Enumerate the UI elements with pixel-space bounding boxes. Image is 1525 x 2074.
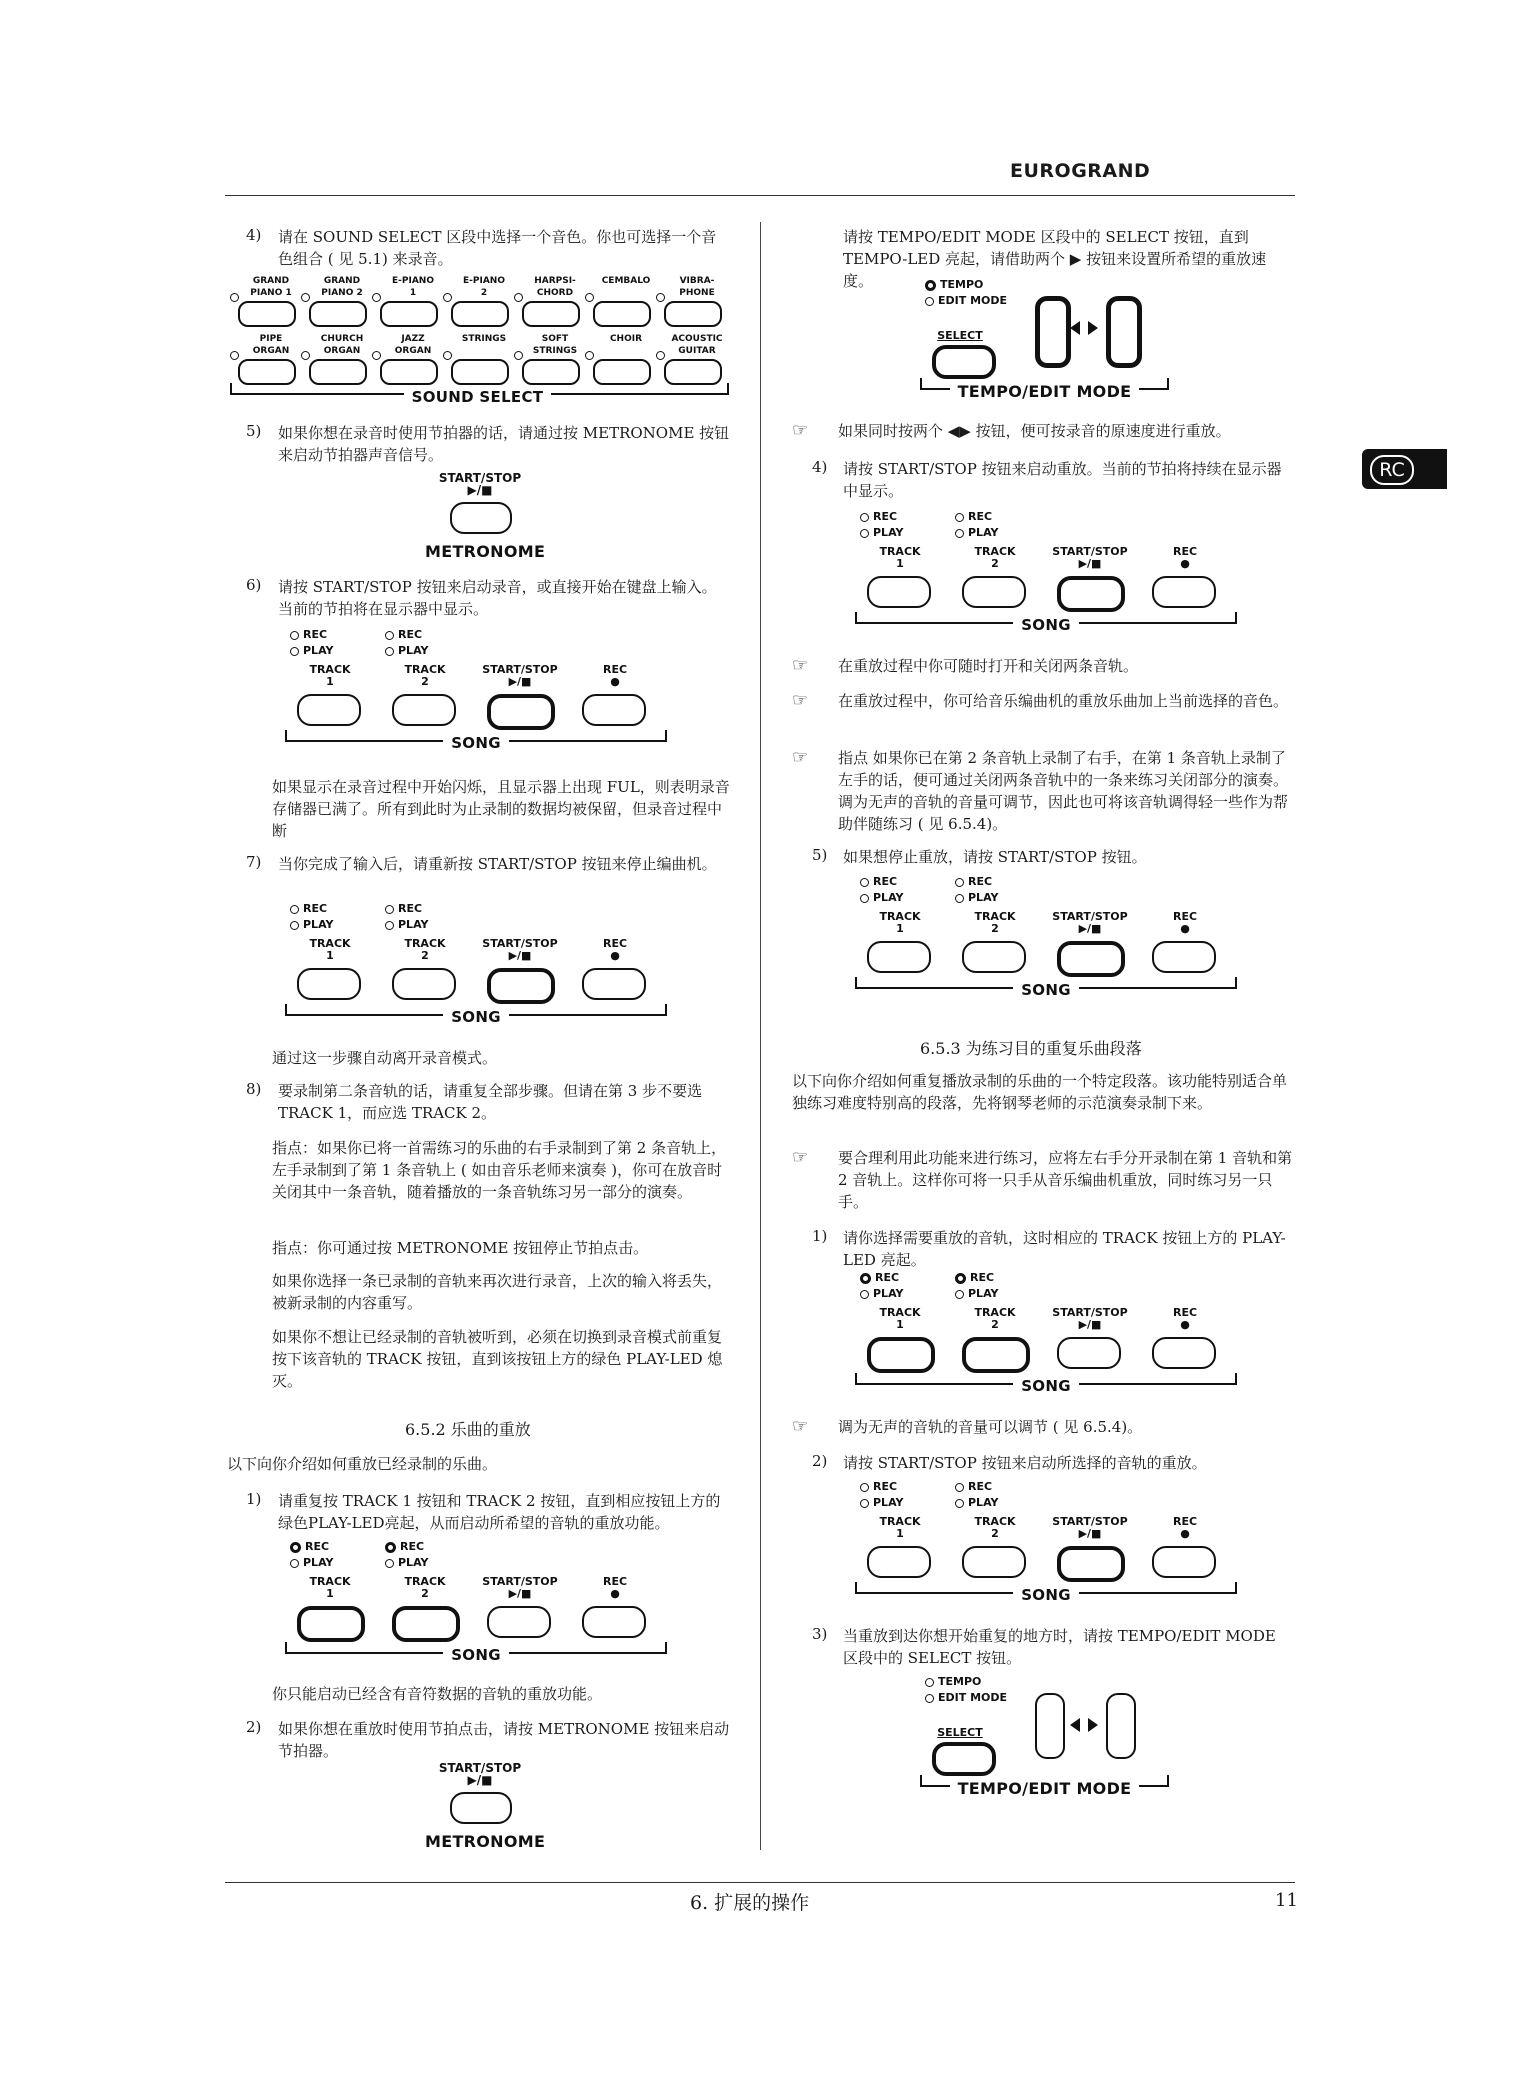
play-led-row (955, 891, 999, 904)
step-number: 5) (246, 422, 262, 440)
song-button-label: REC ● (1172, 1515, 1198, 1540)
rec-button[interactable] (582, 694, 646, 726)
arrow-left-icon (1070, 321, 1080, 335)
play-led-row (290, 644, 334, 657)
rec-led-row (955, 1480, 992, 1493)
tempo-led-row (925, 1675, 981, 1688)
play-led-label: PLAY (968, 1496, 999, 1509)
panel-title: TEMPO/EDIT MODE (950, 382, 1140, 401)
metronome-startstop-label: START/STOP (438, 1761, 522, 1775)
song-button-label: TRACK 1 (879, 545, 921, 570)
rec-led-label: REC (970, 1271, 995, 1284)
sound-select-item (301, 333, 371, 383)
play-led-row (385, 918, 429, 931)
sound-select-label: SOFT STRINGS (532, 334, 578, 356)
hand-pointer-icon: ☞ (792, 690, 809, 711)
tempo-led-label: TEMPO (940, 278, 984, 291)
play-led-label: PLAY (398, 644, 429, 657)
step-text: 请按 START/STOP 按钮来启动重放。当前的节拍将持续在显示器中显示。 (843, 460, 1282, 500)
sound-select-button[interactable] (664, 301, 722, 327)
edit-led-row (925, 294, 1007, 307)
step-text: 当你完成了输入后，请重新按 START/STOP 按钮来停止编曲机。 (278, 855, 717, 873)
rec-led-label: REC (305, 1540, 330, 1553)
sound-select-button[interactable] (309, 359, 367, 385)
track-2-button[interactable] (962, 576, 1026, 608)
tempo-down-button[interactable] (1035, 296, 1071, 368)
edit-led-row (925, 1691, 1007, 1704)
step-text: 请按 START/STOP 按钮来启动所选择的音轨的重放。 (843, 1454, 1207, 1472)
song-button-label: REC ● (602, 663, 628, 688)
song-panel (285, 1540, 670, 1665)
panel-title: SONG (1013, 1377, 1079, 1395)
play-led-row (385, 644, 429, 657)
song-panel (855, 510, 1240, 635)
song-button-label: TRACK 2 (404, 663, 446, 688)
tempo-down-button[interactable] (1035, 1693, 1065, 1759)
play-led-row (955, 526, 999, 539)
track-1-button[interactable] (297, 968, 361, 1000)
track-1-button[interactable] (297, 694, 361, 726)
step-text: 请按 TEMPO/EDIT MODE 区段中的 SELECT 按钮，直到 TEMPO-LED 亮起，请借助两个 ▶ 按钮来设置所希望的重放速度。 (843, 228, 1267, 290)
step-text: 请在 SOUND SELECT 区段中选择一个音色。你也可选择一个音色组合 ( 见 5.1) 来录音。 (278, 228, 717, 268)
rec-button[interactable] (1152, 1546, 1216, 1578)
song-button-label: REC ● (1172, 910, 1198, 935)
sound-select-button[interactable] (522, 301, 580, 327)
sound-select-item (230, 275, 300, 325)
rec-led-label: REC (303, 628, 328, 641)
rec-led-row (860, 510, 897, 523)
song-button-label: TRACK 2 (974, 545, 1016, 570)
song-button-label: TRACK 1 (309, 663, 351, 688)
hint-text: 如果同时按两个 ◀▶ 按钮，便可按录音的原速度进行重放。 (838, 422, 1231, 440)
arrow-right-icon (1088, 321, 1098, 335)
step-number: 2) (246, 1718, 262, 1736)
step-number: 1) (812, 1227, 828, 1245)
track-2-button[interactable] (392, 694, 456, 726)
page-number: 11 (1275, 1890, 1298, 1911)
track-1-button[interactable] (867, 1337, 935, 1373)
track-2-button[interactable] (392, 1606, 460, 1642)
sound-select-item (301, 275, 371, 325)
note-text: 你只能启动已经含有音符数据的音轨的重放功能。 (272, 1685, 603, 1703)
rec-led-row (955, 875, 992, 888)
song-button-label: TRACK 1 (879, 1306, 921, 1331)
note-text: 如果显示在录音过程中开始闪烁，且显示器上出现 FUL，则表明录音存储器已满了。所有到此时为止录制的数据均被保留，但录音过程中断 (272, 778, 730, 840)
panel-title: SONG (443, 1008, 509, 1026)
play-led-row (955, 1496, 999, 1509)
song-button-label: START/STOP ▶/■ (1052, 1515, 1128, 1540)
song-button-label: TRACK 2 (974, 910, 1016, 935)
play-led-label: PLAY (873, 526, 904, 539)
hint-text: 指点 如果你已在第 2 条音轨上录制了右手，在第 1 条音轨上录制了左手的话，便可通过关闭两条音轨中的一条来练习关闭部分的演奏。调为无声的音轨的音量可调节，因此也可将该音轨调得轻一些作为帮助伴随练习 ( 见 6.5.4)。 (838, 749, 1289, 833)
song-button-label: START/STOP ▶/■ (482, 1575, 558, 1600)
play-led-label: PLAY (968, 526, 999, 539)
play-led-row (290, 918, 334, 931)
step-number: 3) (812, 1625, 828, 1643)
start-stop-button[interactable] (1057, 1337, 1121, 1369)
song-button-label: TRACK 2 (404, 937, 446, 962)
rec-led-row (955, 1271, 994, 1284)
play-led-label: PLAY (873, 1496, 904, 1509)
hand-pointer-icon: ☞ (792, 1416, 809, 1437)
sound-select-label: VIBRA- PHONE (679, 276, 715, 298)
language-tab-label: RC (1370, 455, 1414, 485)
hand-pointer-icon: ☞ (792, 747, 809, 768)
panel-title: SONG (443, 734, 509, 752)
rec-button[interactable] (582, 1606, 646, 1638)
sound-select-panel (225, 275, 730, 405)
sound-select-item (443, 275, 513, 325)
panel-title: SONG (1013, 1586, 1079, 1604)
tempo-up-button[interactable] (1106, 296, 1142, 368)
step-number: 7) (246, 853, 262, 871)
song-button-label: TRACK 2 (974, 1306, 1016, 1331)
song-button-label: TRACK 1 (309, 937, 351, 962)
header-rule (225, 195, 1295, 196)
step-text: 请按 START/STOP 按钮来启动录音，或直接开始在键盘上输入。当前的节拍将在显示器中显示。 (278, 578, 717, 618)
metronome-startstop-label: START/STOP (438, 471, 522, 485)
sound-select-label: GRAND PIANO 2 (321, 276, 363, 298)
sound-select-item (372, 275, 442, 325)
song-button-label: START/STOP ▶/■ (1052, 910, 1128, 935)
sound-select-item (230, 333, 300, 383)
sound-select-label: CEMBALO (601, 276, 651, 286)
panel-title: METRONOME (425, 542, 546, 561)
play-led-label: PLAY (398, 918, 429, 931)
panel-title: SOUND SELECT (404, 388, 552, 406)
rec-led-label: REC (303, 902, 328, 915)
step-text: 请你选择需要重放的音轨，这时相应的 TRACK 按钮上方的 PLAY-LED 亮起。 (843, 1229, 1286, 1269)
song-button-label: TRACK 1 (309, 1575, 351, 1600)
rec-led-label: REC (400, 1540, 425, 1553)
hint-text: 在重放过程中，你可给音乐编曲机的重放乐曲加上当前选择的音色。 (838, 692, 1289, 710)
song-button-label: TRACK 1 (879, 1515, 921, 1540)
edit-led-label: EDIT MODE (938, 1691, 1008, 1704)
song-button-label: START/STOP ▶/■ (1052, 545, 1128, 570)
rec-led-row (955, 510, 992, 523)
rec-led-label: REC (968, 510, 993, 523)
track-2-button[interactable] (962, 1337, 1030, 1373)
sound-select-item (372, 333, 442, 383)
play-led-label: PLAY (968, 1287, 999, 1300)
play-led-row (955, 1287, 999, 1300)
song-panel (855, 875, 1240, 1000)
note-text: 通过这一步骤自动离开录音模式。 (272, 1049, 498, 1067)
note-text: 如果你不想让已经录制的音轨被听到，必须在切换到录音模式前重复按下该音轨的 TRACK 按钮，直到该按钮上方的绿色 PLAY-LED 熄灭。 (272, 1328, 723, 1390)
sound-select-item (656, 275, 726, 325)
step-text: 如果想停止重放，请按 START/STOP 按钮。 (843, 848, 1147, 866)
step-text: 当重放到达你想开始重复的地方时，请按 TEMPO/EDIT MODE 区段中的 SELECT 按钮。 (843, 1627, 1276, 1667)
sound-select-item (585, 275, 655, 325)
rec-led-label: REC (873, 1480, 898, 1493)
sound-select-button[interactable] (380, 359, 438, 385)
panel-title: SONG (1013, 981, 1079, 999)
step-number: 5) (812, 846, 828, 864)
step-text: 如果你想在录音时使用节拍器的话，请通过按 METRONOME 按钮来启动节拍器声音信号。 (278, 424, 730, 464)
rec-led-label: REC (398, 902, 423, 915)
step-text: 要录制第二条音轨的话，请重复全部步骤。但请在第 3 步不要选 TRACK 1，而应选 TRACK 2。 (278, 1082, 703, 1122)
sound-select-button[interactable] (309, 301, 367, 327)
rec-led-row (290, 628, 327, 641)
sound-select-label: GRAND PIANO 1 (250, 276, 292, 298)
hand-pointer-icon: ☞ (792, 420, 809, 441)
tempo-led-label: TEMPO (938, 1675, 982, 1688)
sound-select-label: HARPSI- CHORD (534, 276, 576, 298)
sound-select-label: CHURCH ORGAN (320, 334, 364, 356)
sound-select-label: E-PIANO 2 (463, 276, 505, 298)
step-number: 8) (246, 1080, 262, 1098)
rec-led-row (860, 1480, 897, 1493)
brand-logo: EUROGRAND (1010, 160, 1151, 182)
note-text: 如果你选择一条已录制的音轨来再次进行录音，上次的输入将丢失，被新录制的内容重写。 (272, 1272, 723, 1312)
sound-select-button[interactable] (451, 359, 509, 385)
rec-led-label: REC (873, 875, 898, 888)
play-led-row (385, 1556, 429, 1569)
sound-select-button[interactable] (238, 301, 296, 327)
song-panel (855, 1271, 1240, 1396)
language-tab (1362, 449, 1447, 489)
section-heading: 6.5.3 为练习目的重复乐曲段落 (920, 1039, 1142, 1058)
start-stop-button[interactable] (1057, 941, 1125, 977)
song-button-label: REC ● (1172, 1306, 1198, 1331)
hint-text: 在重放过程中你可随时打开和关闭两条音轨。 (838, 657, 1139, 675)
step-text: 如果你想在重放时使用节拍点击，请按 METRONOME 按钮来启动节拍器。 (278, 1720, 730, 1760)
edit-led-label: EDIT MODE (938, 294, 1008, 307)
rec-led-row (385, 628, 422, 641)
sound-select-item (514, 275, 584, 325)
select-button[interactable] (932, 1742, 996, 1776)
sound-select-label: JAZZ ORGAN (394, 334, 432, 356)
section-intro: 以下向你介绍如何重放已经录制的乐曲。 (227, 1455, 498, 1473)
play-led-label: PLAY (303, 644, 334, 657)
sound-select-item (656, 333, 726, 383)
song-button-label: TRACK 2 (404, 1575, 446, 1600)
step-text: 请重复按 TRACK 1 按钮和 TRACK 2 按钮，直到相应按钮上方的绿色PLAY-LED亮起，从而启动所希望的音轨的重放功能。 (278, 1492, 721, 1532)
song-panel (285, 902, 670, 1027)
play-led-label: PLAY (303, 1556, 334, 1569)
sound-select-label: STRINGS (461, 334, 507, 344)
rec-button[interactable] (1152, 576, 1216, 608)
play-led-label: PLAY (303, 918, 334, 931)
arrow-left-icon (1070, 1718, 1080, 1732)
sound-select-button[interactable] (593, 301, 651, 327)
rec-led-row (290, 902, 327, 915)
sound-select-button[interactable] (522, 359, 580, 385)
panel-title: SONG (1013, 616, 1079, 634)
sound-select-label: ACOUSTIC GUITAR (671, 334, 723, 356)
tempo-edit-panel (920, 278, 1170, 408)
hint-text: 要合理利用此功能来进行练习，应将左右手分开录制在第 1 音轨和第 2 音轨上。这样你可将一只手从音乐编曲机重放，同时练习另一只手。 (838, 1149, 1293, 1211)
rec-led-label: REC (875, 1271, 900, 1284)
select-label: SELECT (937, 329, 983, 342)
tempo-up-button[interactable] (1106, 1693, 1136, 1759)
rec-led-row (290, 1540, 329, 1553)
select-button[interactable] (932, 345, 996, 379)
panel-title: METRONOME (425, 1832, 546, 1851)
hand-pointer-icon: ☞ (792, 1147, 809, 1168)
rec-led-label: REC (968, 875, 993, 888)
hint-text: 指点：如果你已将一首需练习的乐曲的右手录制到了第 2 条音轨上，左手录制到了第 1 条音轨上 ( 如由音乐老师来演奏 )，你可在放音时关闭其中一条音轨，随着播放的一条音轨练习另一部分的演奏。 (272, 1139, 727, 1201)
song-button-label: REC ● (1172, 545, 1198, 570)
section-heading: 6.5.2 乐曲的重放 (405, 1420, 531, 1439)
song-button-label: START/STOP ▶/■ (482, 937, 558, 962)
sound-select-button[interactable] (238, 359, 296, 385)
rec-button[interactable] (1152, 941, 1216, 973)
step-number: 4) (812, 458, 828, 476)
play-led-label: PLAY (398, 1556, 429, 1569)
track-2-button[interactable] (392, 968, 456, 1000)
rec-led-row (860, 875, 897, 888)
song-panel (285, 628, 670, 753)
step-number: 6) (246, 576, 262, 594)
arrow-right-icon (1088, 1718, 1098, 1732)
rec-button[interactable] (582, 968, 646, 1000)
track-1-button[interactable] (867, 1546, 931, 1578)
rec-led-label: REC (968, 1480, 993, 1493)
song-button-label: START/STOP ▶/■ (1052, 1306, 1128, 1331)
track-2-button[interactable] (962, 1546, 1026, 1578)
metronome-button[interactable] (450, 502, 512, 534)
metronome-button[interactable] (450, 1792, 512, 1824)
start-stop-button[interactable] (1057, 1546, 1125, 1582)
track-2-button[interactable] (962, 941, 1026, 973)
sound-select-button[interactable] (593, 359, 651, 385)
select-label: SELECT (937, 1726, 983, 1739)
sound-select-button[interactable] (451, 301, 509, 327)
sound-select-button[interactable] (380, 301, 438, 327)
sound-select-item (514, 333, 584, 383)
sound-select-label: PIPE ORGAN (252, 334, 290, 356)
metronome-panel (425, 471, 546, 562)
footer-rule (225, 1882, 1295, 1883)
track-1-button[interactable] (867, 576, 931, 608)
song-button-label: REC ● (602, 937, 628, 962)
sound-select-label: E-PIANO 1 (392, 276, 434, 298)
start-stop-button[interactable] (487, 1606, 551, 1638)
footer-chapter: 6. 扩展的操作 (690, 1892, 810, 1914)
track-1-button[interactable] (867, 941, 931, 973)
section-intro: 以下向你介绍如何重复播放录制的乐曲的一个特定段落。该功能特别适合单独练习难度特别高的段落，先将钢琴老师的示范演奏录制下来。 (792, 1072, 1288, 1112)
play-stop-symbol: ▶/■ (467, 1773, 493, 1787)
panel-title: TEMPO/EDIT MODE (950, 1779, 1140, 1798)
rec-led-row (860, 1271, 899, 1284)
play-led-row (860, 526, 904, 539)
play-led-label: PLAY (873, 891, 904, 904)
play-led-label: PLAY (968, 891, 999, 904)
start-stop-button[interactable] (487, 694, 555, 730)
song-button-label: TRACK 2 (974, 1515, 1016, 1540)
step-number: 4) (246, 226, 262, 244)
hint-text: 调为无声的音轨的音量可以调节 ( 见 6.5.4)。 (838, 1418, 1143, 1436)
play-led-row (860, 1496, 904, 1509)
track-1-button[interactable] (297, 1606, 365, 1642)
hand-pointer-icon: ☞ (792, 655, 809, 676)
play-led-row (860, 891, 904, 904)
sound-select-label: CHOIR (609, 334, 643, 344)
play-stop-symbol: ▶/■ (467, 483, 493, 497)
song-button-label: START/STOP ▶/■ (482, 663, 558, 688)
rec-led-row (385, 1540, 424, 1553)
step-number: 1) (246, 1490, 262, 1508)
rec-button[interactable] (1152, 1337, 1216, 1369)
column-divider (760, 222, 761, 1850)
play-led-row (860, 1287, 904, 1300)
sound-select-item (585, 333, 655, 383)
tempo-edit-panel (920, 1675, 1170, 1805)
song-button-label: TRACK 1 (879, 910, 921, 935)
song-panel (855, 1480, 1240, 1605)
sound-select-button[interactable] (664, 359, 722, 385)
play-led-label: PLAY (873, 1287, 904, 1300)
panel-title: SONG (443, 1646, 509, 1664)
sound-select-item (443, 333, 513, 383)
metronome-panel (425, 1761, 546, 1852)
tempo-led-row (925, 278, 983, 291)
rec-led-label: REC (873, 510, 898, 523)
song-button-label: REC ● (602, 1575, 628, 1600)
play-led-row (290, 1556, 334, 1569)
rec-led-label: REC (398, 628, 423, 641)
start-stop-button[interactable] (487, 968, 555, 1004)
hint-text: 指点：你可通过按 METRONOME 按钮停止节拍点击。 (272, 1239, 649, 1257)
start-stop-button[interactable] (1057, 576, 1125, 612)
step-number: 2) (812, 1452, 828, 1470)
rec-led-row (385, 902, 422, 915)
